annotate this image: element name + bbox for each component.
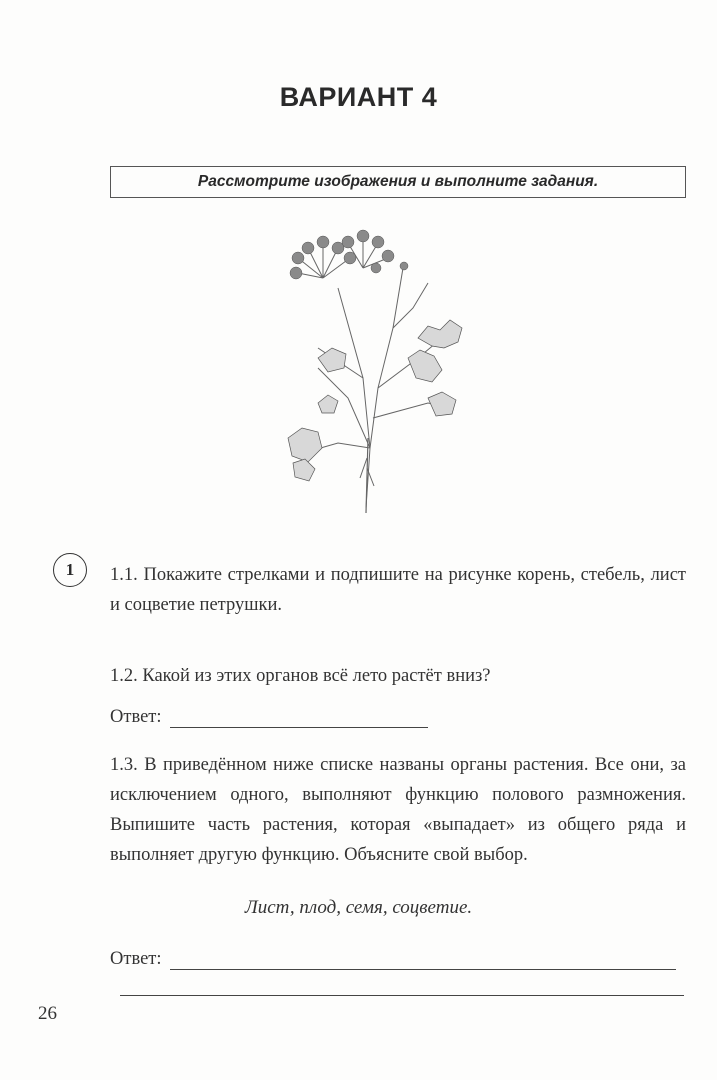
instruction-box bbox=[110, 166, 686, 198]
question-1-3: 1.3. В приведённом ниже списке названы органы растения. Все они, за исключением одного, выполняют функцию полового размножения. Выпишите часть растения, которая «выпадает» из общего ряда и выполняет другую функцию. Объясните свой выбор. bbox=[110, 755, 686, 865]
stem bbox=[393, 283, 428, 328]
leaf bbox=[318, 348, 346, 372]
answer-row-2 bbox=[110, 944, 676, 970]
answer-label: Ответ: bbox=[110, 949, 162, 969]
stem bbox=[338, 288, 370, 508]
answer-label: Ответ: bbox=[110, 707, 162, 727]
task-number-badge: 1 bbox=[53, 553, 87, 587]
page-number: 26 bbox=[38, 1003, 57, 1024]
organ-list: Лист, плод, семя, соцветие. bbox=[244, 897, 473, 918]
leaf bbox=[293, 459, 315, 481]
answer-field-1[interactable] bbox=[170, 707, 428, 728]
parsley-illustration bbox=[278, 228, 478, 513]
question-1-1: 1.1. Покажите стрелками и подпишите на рисунке корень, стебель, лист и соцветие петрушки. bbox=[110, 565, 686, 615]
answer-field-2[interactable] bbox=[170, 949, 676, 970]
leaf bbox=[418, 320, 462, 348]
answer-field-2-continuation[interactable] bbox=[120, 995, 684, 996]
leaf bbox=[408, 350, 442, 382]
instruction-text: Рассмотрите изображения и выполните задания. bbox=[197, 173, 599, 190]
leaf bbox=[288, 428, 322, 462]
leaf bbox=[318, 395, 338, 413]
page-title: ВАРИАНТ 4 bbox=[279, 82, 438, 112]
answer-row-1 bbox=[110, 702, 428, 728]
stem bbox=[370, 268, 403, 448]
leaf bbox=[428, 392, 456, 416]
question-1-2: 1.2. Какой из этих органов всё лето растёт вниз? bbox=[110, 666, 491, 686]
